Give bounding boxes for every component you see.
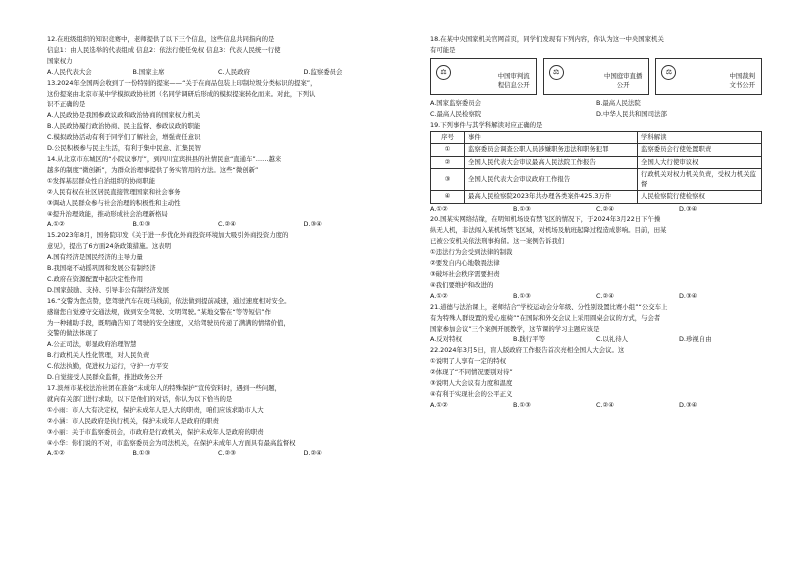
answer-option: A.反对特权 [430,335,462,344]
q18-option-c: C.最高人民检察院 [430,109,482,118]
answer-option: A.①② [430,291,448,300]
answer-option: D.②④ [303,449,322,458]
court-scale-icon: ⚖ [661,65,676,80]
question-line: 纵无人机，非法闯入某机场禁飞区域，对机场及航班起降过程造成影响。目前，田某 [430,226,667,235]
question-line: C.依法执勤，促进权力运行，守护一方平安 [47,362,169,371]
question-line: 已被公安机关依法刑事拘留。这一案例告诉我们 [430,237,565,246]
row-num: ④ [431,191,465,204]
answer-option: D.③④ [679,400,698,409]
row-num: ② [431,156,465,169]
question-line: ④小华：你们说的不对，市监察委员会为司法机关，在保护未成年人方面具有最高监督权 [47,438,296,447]
question-line: 有为特殊人群设置的爱心座椅”“在国际和外交会议上采用圆桌会议的方式，与会者 [430,313,661,322]
question-line: 意见》，提出了6方面24条政策措施。这表明 [47,242,172,251]
q18-icon-label-3 [729,72,755,90]
question-line: ④有利于实现社会的公平正义 [430,389,513,398]
q18-icon-label-3a: 中国裁判 [729,71,756,80]
options-row [47,448,389,459]
q19-option-b: B.①③ [513,204,531,213]
answer-option: A.人民代表大会 [47,67,92,76]
table-row [431,191,762,204]
q18-icon-label-2b: 公开 [616,80,630,89]
q19-options [430,204,762,215]
question-line: C.政府在资源配置中起决定性作用 [47,274,143,283]
question-line: ④提升治理效能，推动形成社会治理新格局 [47,209,168,218]
table-row [431,156,762,169]
q18-line-2: 有可能是 [430,45,456,54]
q19-header-row [431,131,762,144]
question-line: ②要发自内心地敬畏法律 [430,259,500,268]
options-row [47,219,389,230]
left-column [47,34,389,459]
answer-option: C.②③ [218,449,236,458]
row-reading: 人民检察院行使检察权 [638,191,762,204]
question-line: 21.道德与法治课上，老师结合“学校运动会分年级、分性别设置比赛小组”“公交车上 [430,302,668,311]
options-row [430,291,762,302]
court-scale-icon: ⚖ [436,65,451,80]
answer-option: B.践行平等 [513,335,545,344]
question-line: ①小雨：市人大有决定权，保护未成年人是人大的职责，咱们应该求助市人大 [47,405,264,414]
question-line: ③说明人大会议有力度和温度 [430,379,513,388]
question-line: 交警的做法体现了 [47,329,99,338]
q18-icon-label-1a: 中国审判流 [497,71,530,80]
answer-option: D.监察委员会 [303,67,343,76]
question-line: 为一种辅助手段，既明确告知了驾驶的安全速度，又给驾驶员传递了满满的情绪价值， [47,318,290,327]
question-line: ②小涵：市人民政府是执行机关，保护未成年人是政府的职责 [47,416,219,425]
q18-option-b: B.最高人民法院 [596,98,641,107]
question-line: ③小丽：关于市监察委员会，市政府是行政机关，保护未成年人是政府的职责 [47,427,264,436]
q19-header-event: 事件 [465,131,638,144]
question-line: 信息1：由人民选举的代表组成 信息2：依法行使任免权 信息3：代表人民统一行使 [47,45,281,54]
row-reading: 监察委员会行使处置职责 [638,144,762,157]
q18-icon-box-3 [655,58,762,95]
row-event: 监察委员会调查公职人员涉嫌职务违法和职务犯罪 [465,144,638,157]
question-line: D.自觉接受人民群众监督，推进政务公开 [47,373,163,382]
row-num: ① [431,144,465,157]
answer-option: B.①③ [513,400,531,409]
q18-icon-label-1 [498,72,530,90]
question-line: 12.在班级组织的知识竞赛中，老师提供了以下三个信息，这些信息共同指向的是 [47,35,275,43]
q19-table [430,131,762,204]
q19-option-c: C.②④ [596,204,614,213]
right-column-questions [430,214,762,410]
options-row [47,67,389,78]
q18-icon-box-2 [543,58,650,95]
row-event: 全国人民代表大会审议最高人民法院工作报告 [465,156,638,169]
q18-icon-label-1b: 程信息公开 [497,80,530,89]
question-line: 识不正确的是 [47,100,86,109]
answer-option: B.国家主席 [132,67,165,76]
question-line: B.人民政协履行政治协商、民主监督、参政议政的职能 [47,122,201,131]
question-line: 17.滨州市某校法治社团在准备“未成年人的特殊保护”宣传资料时，遇到一些问题， [47,384,282,392]
question-line: 感谢您自觉遵守交通法规，做到安全驾驶、文明驾驶。”某地交警在“等等短信”作 [47,307,272,316]
answer-option: B.①③ [132,449,151,458]
question-line: C.模拟政协活动有利于同学们了解社会，增强责任意识 [47,133,201,142]
q19-option-d: D.③④ [679,204,698,213]
question-line: ②体现了“不同情况要别对待” [430,368,513,377]
answer-option: C.②④ [218,220,236,229]
question-line: B.行政机关人性化管理，对人民负责 [47,351,150,360]
question-line: 14.从北京市东城区的“小院议事厅”，到四川宜宾拱县的社情民意“直通车”……越来 [47,154,282,163]
question-line: 国家权力 [47,56,73,65]
q19-intro: 19.下列事件与其学科解读对应正确的是 [430,120,543,129]
q18-options-row-1 [430,98,762,109]
q19-option-a: A.①② [430,204,448,213]
question-line: D.公民积极参与民主生活，有利于集中民意、汇集民智 [47,144,201,153]
question-line: 15.2023年8月，国务院印发《关于进一步优化外商投资环境加大吸引外商投资力度的 [47,231,289,240]
q18-icon-label-2a: 中国庭审直播 [604,71,643,80]
table-row [431,144,762,157]
answer-option: C.人民政府 [218,67,251,76]
question-line: ③调动人民群众参与社会治理的积极性和主动性 [47,198,181,207]
row-reading: 行政机关对权力机关负责，受权力机关监督 [638,169,762,191]
q18-icon-label-3b: 文书公开 [729,80,756,89]
row-num: ③ [431,169,465,191]
question-line: B.我国毫不动摇巩固和发展公有制经济 [47,264,156,273]
q18-icon-row [430,58,762,95]
question-line: 20.国某实网络结缘，在明知机场设有禁飞区的情况下，于2024年3月22日下午操 [430,215,661,224]
q18-option-a: A.国家监察委员会 [430,98,482,107]
question-line: ②人民有权在社区居民直接管理国家和社会事务 [47,187,181,196]
question-line: 越多的制度“微创新”，为群众治理事提供了务实管用的方法。这些“微创新” [47,165,259,174]
question-line: 22.2024年3月5日，盲人版政府工作报告首次亮相全国人大会议。这 [430,346,625,355]
answer-option: D.③④ [679,291,698,300]
q18-options-row-2 [430,109,762,120]
question-line: 13.2024年全国两会收到了一份特别的提案——“关于在商品包装上印制垃圾分类标识的提案”， [47,78,317,87]
answer-option: C.②④ [596,400,614,409]
question-line: 国家参加会议”三个案例开展教学，这节课的学习主题应该是 [430,324,600,333]
answer-option: A.①② [47,220,65,229]
q19-header-num: 序号 [431,131,465,144]
question-line: D.国家鼓励、支持、引导非公有制经济发展 [47,285,169,294]
question-line: ①说明了人享有一定的特权 [430,357,507,366]
right-column [430,34,762,411]
question-line: 16.“交警为您点赞，您驾驶汽车在斑马线前，依法做到提前减速，通过速度相对安全。 [47,296,291,305]
q18-icon-box-1 [430,58,537,95]
options-row [430,334,762,345]
answer-option: A.①② [47,449,65,458]
row-event: 全国人民代表大会审议政府工作报告 [465,169,638,191]
question-line: A.公正司法，彰显政府治理智慧 [47,340,137,349]
answer-option: D.珍视自由 [679,335,712,344]
question-line: ③破坏社会秩序需要担责 [430,269,500,278]
answer-option: B.①③ [513,291,531,300]
answer-option: B.①③ [132,220,151,229]
table-row [431,169,762,191]
court-scale-icon: ⚖ [549,65,564,80]
answer-option: C.②④ [596,291,614,300]
answer-option: A.①② [430,400,448,409]
question-line: 就向有关部门进行求助，以下是他们的对话，你认为以下恰当的是 [47,394,233,403]
row-event: 最高人民检察院2023年共办理各类案件425.3万件 [465,191,638,204]
q18-option-d: D.中华人民共和国司法部 [596,109,667,118]
question-line: ①违法行为会受到法律的制裁 [430,248,513,257]
question-line: 这份提案由北京市某中学模拟政协社团（名同学调研后形成的模拟提案转化而来。对此，下列认 [47,89,316,98]
row-reading: 全国人大行使审议权 [638,156,762,169]
answer-option: C.以礼待人 [596,335,629,344]
question-line: ④我们要维护和改进的 [430,280,494,289]
options-row [430,400,762,411]
question-line: ①发挥基层群众性自治组织的协商职能 [47,176,155,185]
q19-header-reading: 学科解读 [638,131,762,144]
q18-icon-label-2 [604,72,642,90]
answer-option: D.③④ [303,220,322,229]
question-line: A.国有经济是国民经济的主导力量 [47,253,143,262]
q18-line-1: 18.在某中央国家机关官网首页，同学们发现有下列内容，你认为这一中央国家机关 [430,35,664,43]
question-line: A.人民政协是我国参政议政和政治协商的国家权力机关 [47,111,201,120]
